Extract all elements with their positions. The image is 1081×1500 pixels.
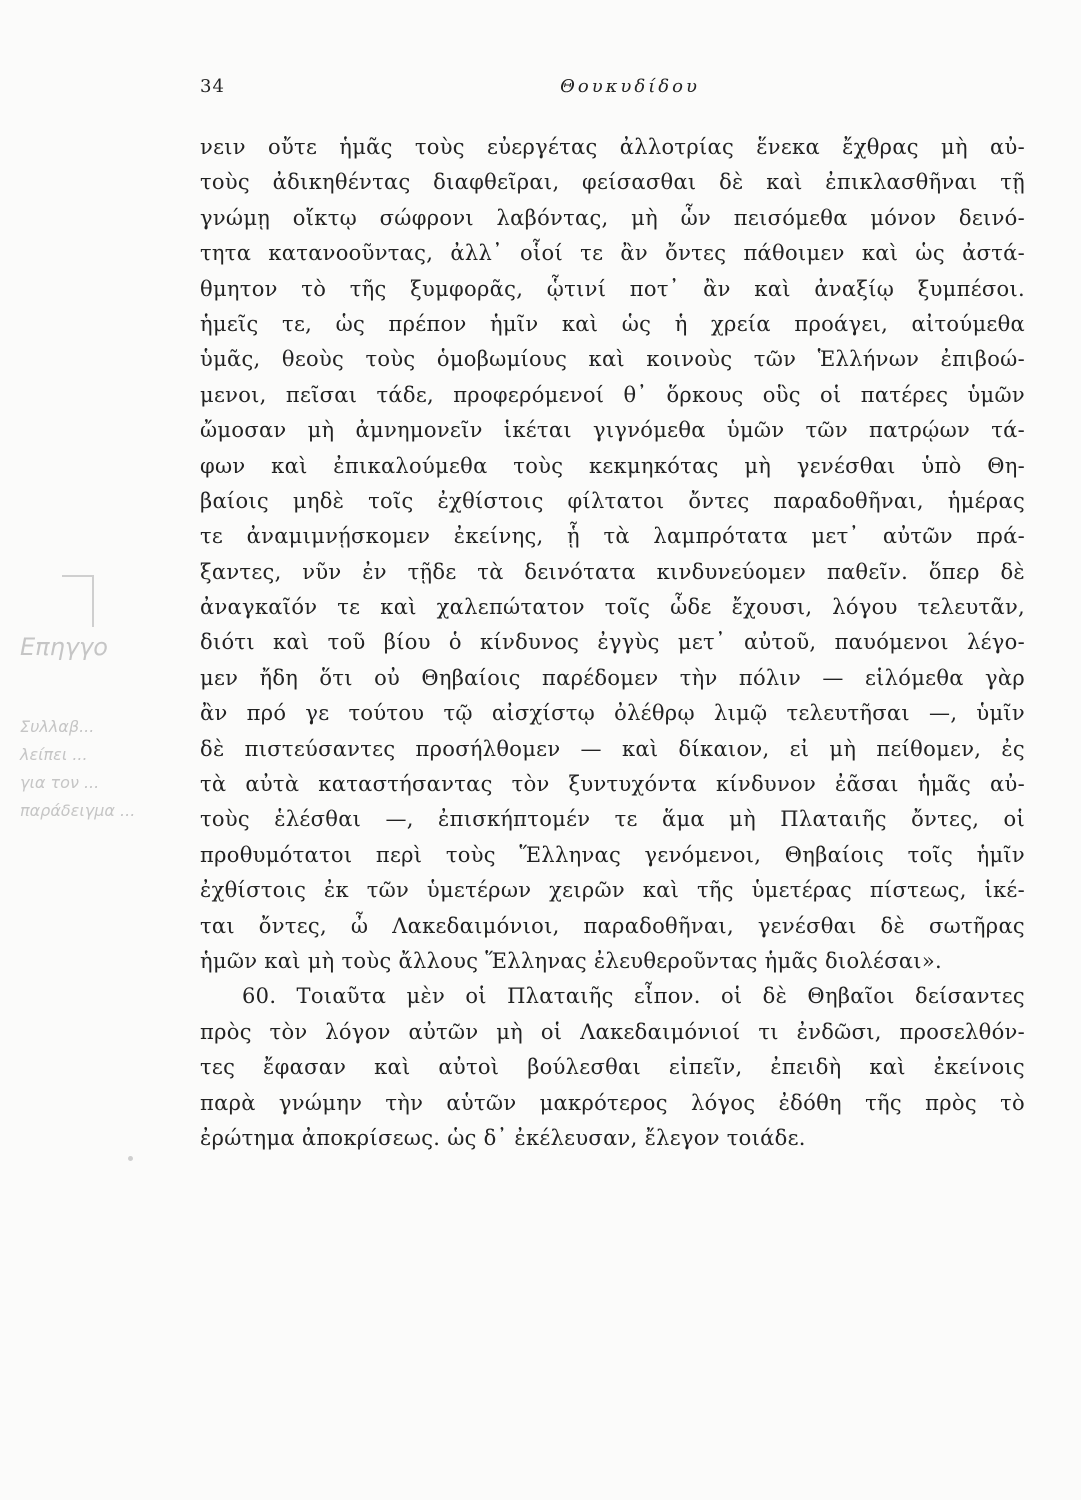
text-line: ξαντες, νῦν ἐν τῇδε τὰ δεινότατα κινδυνεύομεν παθεῖν. ὅπερ δὲ bbox=[200, 559, 1025, 584]
text-line: ἡμεῖς τε, ὡς πρέπον ἡμῖν καὶ ὡς ἡ χρεία προάγει, αἰτούμεθα bbox=[200, 311, 1025, 336]
body-text bbox=[200, 130, 1025, 1156]
text-line: ἀναγκαῖόν τε καὶ χαλεπώτατον τοῖς ὧδε ἔχουσι, λόγου τελευτᾶν, bbox=[200, 595, 1025, 620]
text-line: βαίοις μηδὲ τοῖς ἐχθίστοις φίλτατοι ὄντες παραδοθῆναι, ἡμέρας bbox=[200, 488, 1025, 513]
text-line: πρὸς τὸν λόγον αὐτῶν μὴ οἱ Λακεδαιμόνιοί τι ἐνδῶσι, προσελθόν- bbox=[200, 1019, 1025, 1044]
text-line: ἂν πρό γε τούτου τῷ αἰσχίστῳ ὀλέθρῳ λιμῷ τελευτῆσαι —, ὑμῖν bbox=[200, 701, 1025, 726]
margin-note: Συλλαβ... bbox=[20, 717, 95, 736]
running-title: Θουκυδίδου bbox=[560, 76, 700, 97]
page-header bbox=[200, 76, 1020, 106]
text-line: τὰ αὐτὰ καταστήσαντας τὸν ξυντυχόντα κίνδυνον ἐᾶσαι ἡμᾶς αὐ- bbox=[200, 772, 1025, 797]
text-line: τητα κατανοοῦντας, ἀλλ᾽ οἷοί τε ἂν ὄντες πάθοιμεν καὶ ὡς ἀστά- bbox=[200, 241, 1025, 266]
text-line: μενοι, πεῖσαι τάδε, προφερόμενοί θ᾽ ὅρκους οὓς οἱ πατέρες ὑμῶν bbox=[200, 382, 1025, 407]
text-line: γνώμῃ οἴκτῳ σώφρονι λαβόντας, μὴ ὧν πεισόμεθα μόνον δεινό- bbox=[200, 205, 1025, 230]
margin-note: για τον ... bbox=[20, 773, 100, 792]
text-line: ται ὄντες, ὦ Λακεδαιμόνιοι, παραδοθῆναι, γενέσθαι δὲ σωτῆρας bbox=[200, 913, 1025, 938]
text-line: τοὺς ἑλέσθαι —, ἐπισκήπτομέν τε ἅμα μὴ Πλαταιῆς ὄντες, οἱ bbox=[200, 807, 1025, 832]
text-line: ἐχθίστοις ἐκ τῶν ὑμετέρων χειρῶν καὶ τῆς ὑμετέρας πίστεως, ἱκέ- bbox=[200, 878, 1025, 903]
margin-note: Επηγγο bbox=[20, 633, 108, 661]
text-line: νειν οὔτε ἡμᾶς τοὺς εὐεργέτας ἀλλοτρίας ἕνεκα ἔχθρας μὴ αὐ- bbox=[200, 135, 1025, 159]
text-line: ὑμᾶς, θεοὺς τοὺς ὁμοβωμίους καὶ κοινοὺς τῶν Ἑλλήνων ἐπιβοώ- bbox=[200, 347, 1025, 372]
margin-note: λείπει ... bbox=[20, 745, 88, 764]
text-line: ἡμῶν καὶ μὴ τοὺς ἄλλους Ἕλληνας ἐλευθεροῦντας ἡμᾶς διολέσαι». bbox=[200, 948, 942, 973]
text-line: τε ἀναμιμνῄσκομεν ἐκείνης, ᾗ τὰ λαμπρότατα μετ᾽ αὐτῶν πρά- bbox=[200, 524, 1025, 549]
handwritten-margin-notes bbox=[20, 575, 190, 825]
text-line: δὲ πιστεύσαντες προσήλθομεν — καὶ δίκαιον, εἰ μὴ πείθομεν, ἐς bbox=[200, 736, 1025, 761]
text-line: ἐρώτημα ἀποκρίσεως. ὡς δ᾽ ἐκέλευσαν, ἔλεγον τοιάδε. bbox=[200, 1125, 806, 1150]
text-line: θμητον τὸ τῆς ξυμφορᾶς, ᾧτινί ποτ᾽ ἂν καὶ ἀναξίῳ ξυμπέσοι. bbox=[200, 276, 1025, 301]
text-line: τες ἔφασαν καὶ αὐτοὶ βούλεσθαι εἰπεῖν, ἐπειδὴ καὶ ἐκείνοις bbox=[200, 1055, 1025, 1080]
page-number: 34 bbox=[200, 76, 225, 97]
text-line-chapter-start: 60. Τοιαῦτα μὲν οἱ Πλαταιῆς εἶπον. οἱ δὲ Θηβαῖοι δείσαντες bbox=[242, 984, 1025, 1009]
text-line: διότι καὶ τοῦ βίου ὁ κίνδυνος ἐγγὺς μετ᾽ αὐτοῦ, παυόμενοι λέγο- bbox=[200, 630, 1025, 655]
text-line: μεν ἤδη ὅτι οὐ Θηβαίοις παρέδομεν τὴν πόλιν — εἱλόμεθα γὰρ bbox=[200, 665, 1025, 690]
margin-note: παράδειγμα ... bbox=[20, 801, 136, 820]
pencil-dot-mark bbox=[128, 1156, 133, 1161]
text-line: φων καὶ ἐπικαλούμεθα τοὺς κεκμηκότας μὴ γενέσθαι ὑπὸ Θη- bbox=[200, 453, 1025, 478]
text-line: προθυμότατοι περὶ τοὺς Ἕλληνας γενόμενοι, Θηβαίοις τοῖς ἡμῖν bbox=[200, 842, 1025, 867]
text-line: παρὰ γνώμην τὴν αὑτῶν μακρότερος λόγος ἐδόθη τῆς πρὸς τὸ bbox=[200, 1090, 1025, 1115]
text-line: ὤμοσαν μὴ ἀμνημονεῖν ἱκέται γιγνόμεθα ὑμῶν τῶν πατρῴων τά- bbox=[200, 418, 1025, 443]
text-line: τοὺς ἀδικηθέντας διαφθεῖραι, φείσασθαι δὲ καὶ ἐπικλασθῆναι τῇ bbox=[200, 170, 1025, 195]
